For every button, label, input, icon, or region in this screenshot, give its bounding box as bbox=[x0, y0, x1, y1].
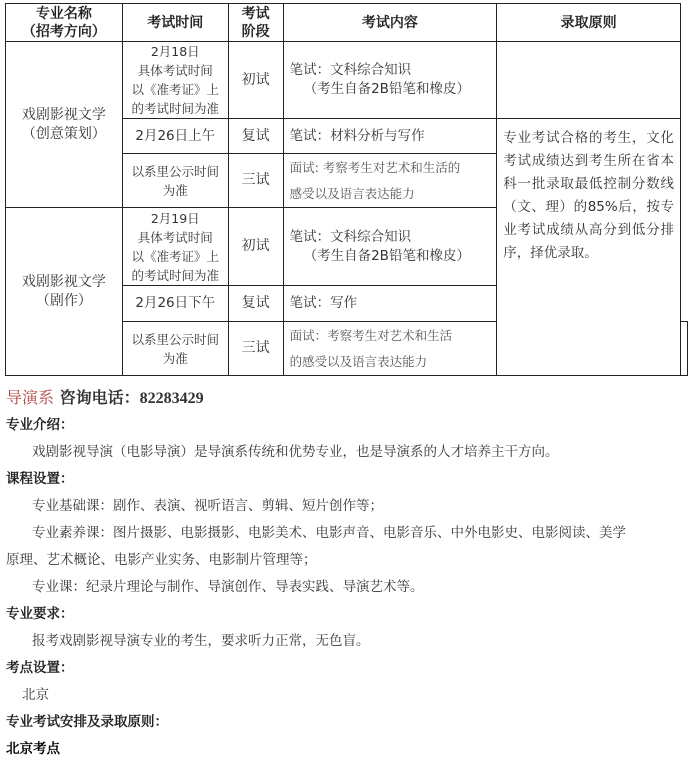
intro-title: 专业介绍： bbox=[6, 417, 74, 433]
exam-time-cell bbox=[122, 286, 228, 322]
cell-line: 2月18日 bbox=[150, 44, 200, 59]
exam-time-cell bbox=[122, 42, 228, 119]
exam-content-cell bbox=[283, 208, 497, 286]
course-title: 课程设置： bbox=[6, 471, 74, 487]
cell-line: 以系里公示时间 bbox=[131, 163, 219, 179]
header-content: 考试内容 bbox=[283, 4, 497, 42]
cell-line: 以《准考证》上 bbox=[131, 82, 219, 97]
exam-time-cell bbox=[122, 154, 228, 208]
course-literacy-cont: 原理、艺术概论、电影产业实务、电影制片管理等； bbox=[6, 552, 317, 568]
exam-content-cell bbox=[283, 154, 497, 208]
course-literacy: 专业素养课：图片摄影、电影摄影、电影美术、电影声音、电影音乐、中外电影史、电影阅读、美学 bbox=[32, 525, 626, 541]
exam-content-cell bbox=[283, 322, 497, 376]
cell-line: 的感受以及语言表达能力 bbox=[289, 353, 428, 369]
header-stage bbox=[228, 4, 283, 42]
admission-principle-cell: 专业考试合格的考生，文化考试成绩达到考生所在省本科一批录取最低控制分数线（文、理）的85%后，按专业考试成绩从高分到低分排序，择优录取。 bbox=[497, 119, 681, 376]
cell-line: 为准 bbox=[162, 182, 188, 198]
header-text: 阶段 bbox=[241, 23, 270, 40]
cell-line: 为准 bbox=[162, 350, 188, 366]
major-direction: （创意策划） bbox=[21, 125, 106, 142]
cell-line: 笔试：文科综合知识 bbox=[289, 228, 412, 245]
exam-content-cell bbox=[283, 119, 497, 154]
cell-line: （考生自备2B铅笔和橡皮） bbox=[303, 247, 470, 264]
cell-line: 2月19日 bbox=[150, 210, 200, 226]
cell-line: 的考试时间为准 bbox=[131, 267, 219, 283]
major-name: 戏剧影视文学 bbox=[21, 273, 106, 290]
exam-stage-cell: 三试 bbox=[228, 154, 283, 208]
beijing-site-title: 北京考点 bbox=[6, 741, 60, 757]
phone-label: 咨询电话： bbox=[59, 388, 140, 407]
cell-line: 笔试：材料分析与写作 bbox=[289, 127, 425, 144]
cell-line: 具体考试时间 bbox=[137, 63, 213, 78]
header-text: 考试 bbox=[241, 5, 270, 22]
exam-time-cell bbox=[122, 119, 228, 154]
exam-content-cell bbox=[283, 42, 497, 119]
exam-stage-cell: 复试 bbox=[228, 119, 283, 154]
director-dept-section bbox=[6, 384, 686, 763]
exam-time-cell bbox=[122, 208, 228, 286]
cell-line: 笔试：文科综合知识 bbox=[289, 62, 412, 78]
header-major bbox=[6, 4, 123, 42]
header-admission: 录取原则 bbox=[497, 4, 681, 42]
dept-name: 导演系 bbox=[6, 388, 55, 407]
exam-stage-cell: 三试 bbox=[228, 322, 283, 376]
arrangement-title: 专业考试安排及录取原则： bbox=[6, 714, 168, 730]
exam-stage-cell: 初试 bbox=[228, 208, 283, 286]
dept-heading bbox=[6, 384, 686, 412]
major-cell bbox=[6, 42, 123, 208]
cell-line: 具体考试时间 bbox=[137, 229, 213, 245]
requirement-title: 专业要求： bbox=[6, 606, 74, 622]
intro-text: 戏剧影视导演（电影导演）是导演系传统和优势专业，也是导演系的人才培养主干方向。 bbox=[32, 444, 559, 460]
cell-line: （考生自备2B铅笔和橡皮） bbox=[303, 81, 470, 97]
site-title: 考点设置： bbox=[6, 660, 74, 676]
admission-header-gap bbox=[497, 42, 681, 119]
table-header-row bbox=[6, 4, 688, 42]
exam-schedule-table bbox=[5, 3, 688, 376]
cell-line: 以系里公示时间 bbox=[131, 331, 219, 347]
exam-stage-cell: 初试 bbox=[228, 42, 283, 119]
course-major: 专业课：纪录片理论与制作、导演创作、导表实践、导演艺术等。 bbox=[32, 579, 424, 595]
exam-time-cell bbox=[122, 322, 228, 376]
cell-line: 笔试：写作 bbox=[289, 295, 358, 311]
cell-line: 以《准考证》上 bbox=[131, 248, 219, 264]
major-direction: （剧作） bbox=[35, 292, 92, 309]
major-name: 戏剧影视文学 bbox=[21, 106, 106, 123]
header-text: 专业名称 bbox=[35, 5, 92, 22]
cell-line: 的考试时间为准 bbox=[131, 101, 219, 116]
table-row bbox=[6, 42, 688, 119]
cell-line: 2月26日下午 bbox=[135, 295, 216, 311]
cell-line: 2月26日上午 bbox=[135, 127, 216, 144]
cell-line: 感受以及语言表达能力 bbox=[289, 185, 415, 201]
cell-line: 面试: 考察考生对艺术和生活的 bbox=[289, 159, 461, 175]
course-basic: 专业基础课：剧作、表演、视听语言、剪辑、短片创作等； bbox=[32, 498, 383, 514]
header-text: （招考方向） bbox=[21, 23, 106, 40]
exam-content-cell bbox=[283, 286, 497, 322]
exam-stage-cell: 复试 bbox=[228, 286, 283, 322]
cell-line: 面试：考察考生对艺术和生活 bbox=[289, 327, 453, 343]
admission-empty-cell bbox=[681, 322, 688, 376]
major-cell bbox=[6, 208, 123, 376]
phone-number: 82283429 bbox=[139, 390, 204, 407]
header-time: 考试时间 bbox=[122, 4, 228, 42]
site-text: 北京 bbox=[22, 687, 49, 703]
requirement-text: 报考戏剧影视导演专业的考生，要求听力正常，无色盲。 bbox=[32, 633, 370, 649]
